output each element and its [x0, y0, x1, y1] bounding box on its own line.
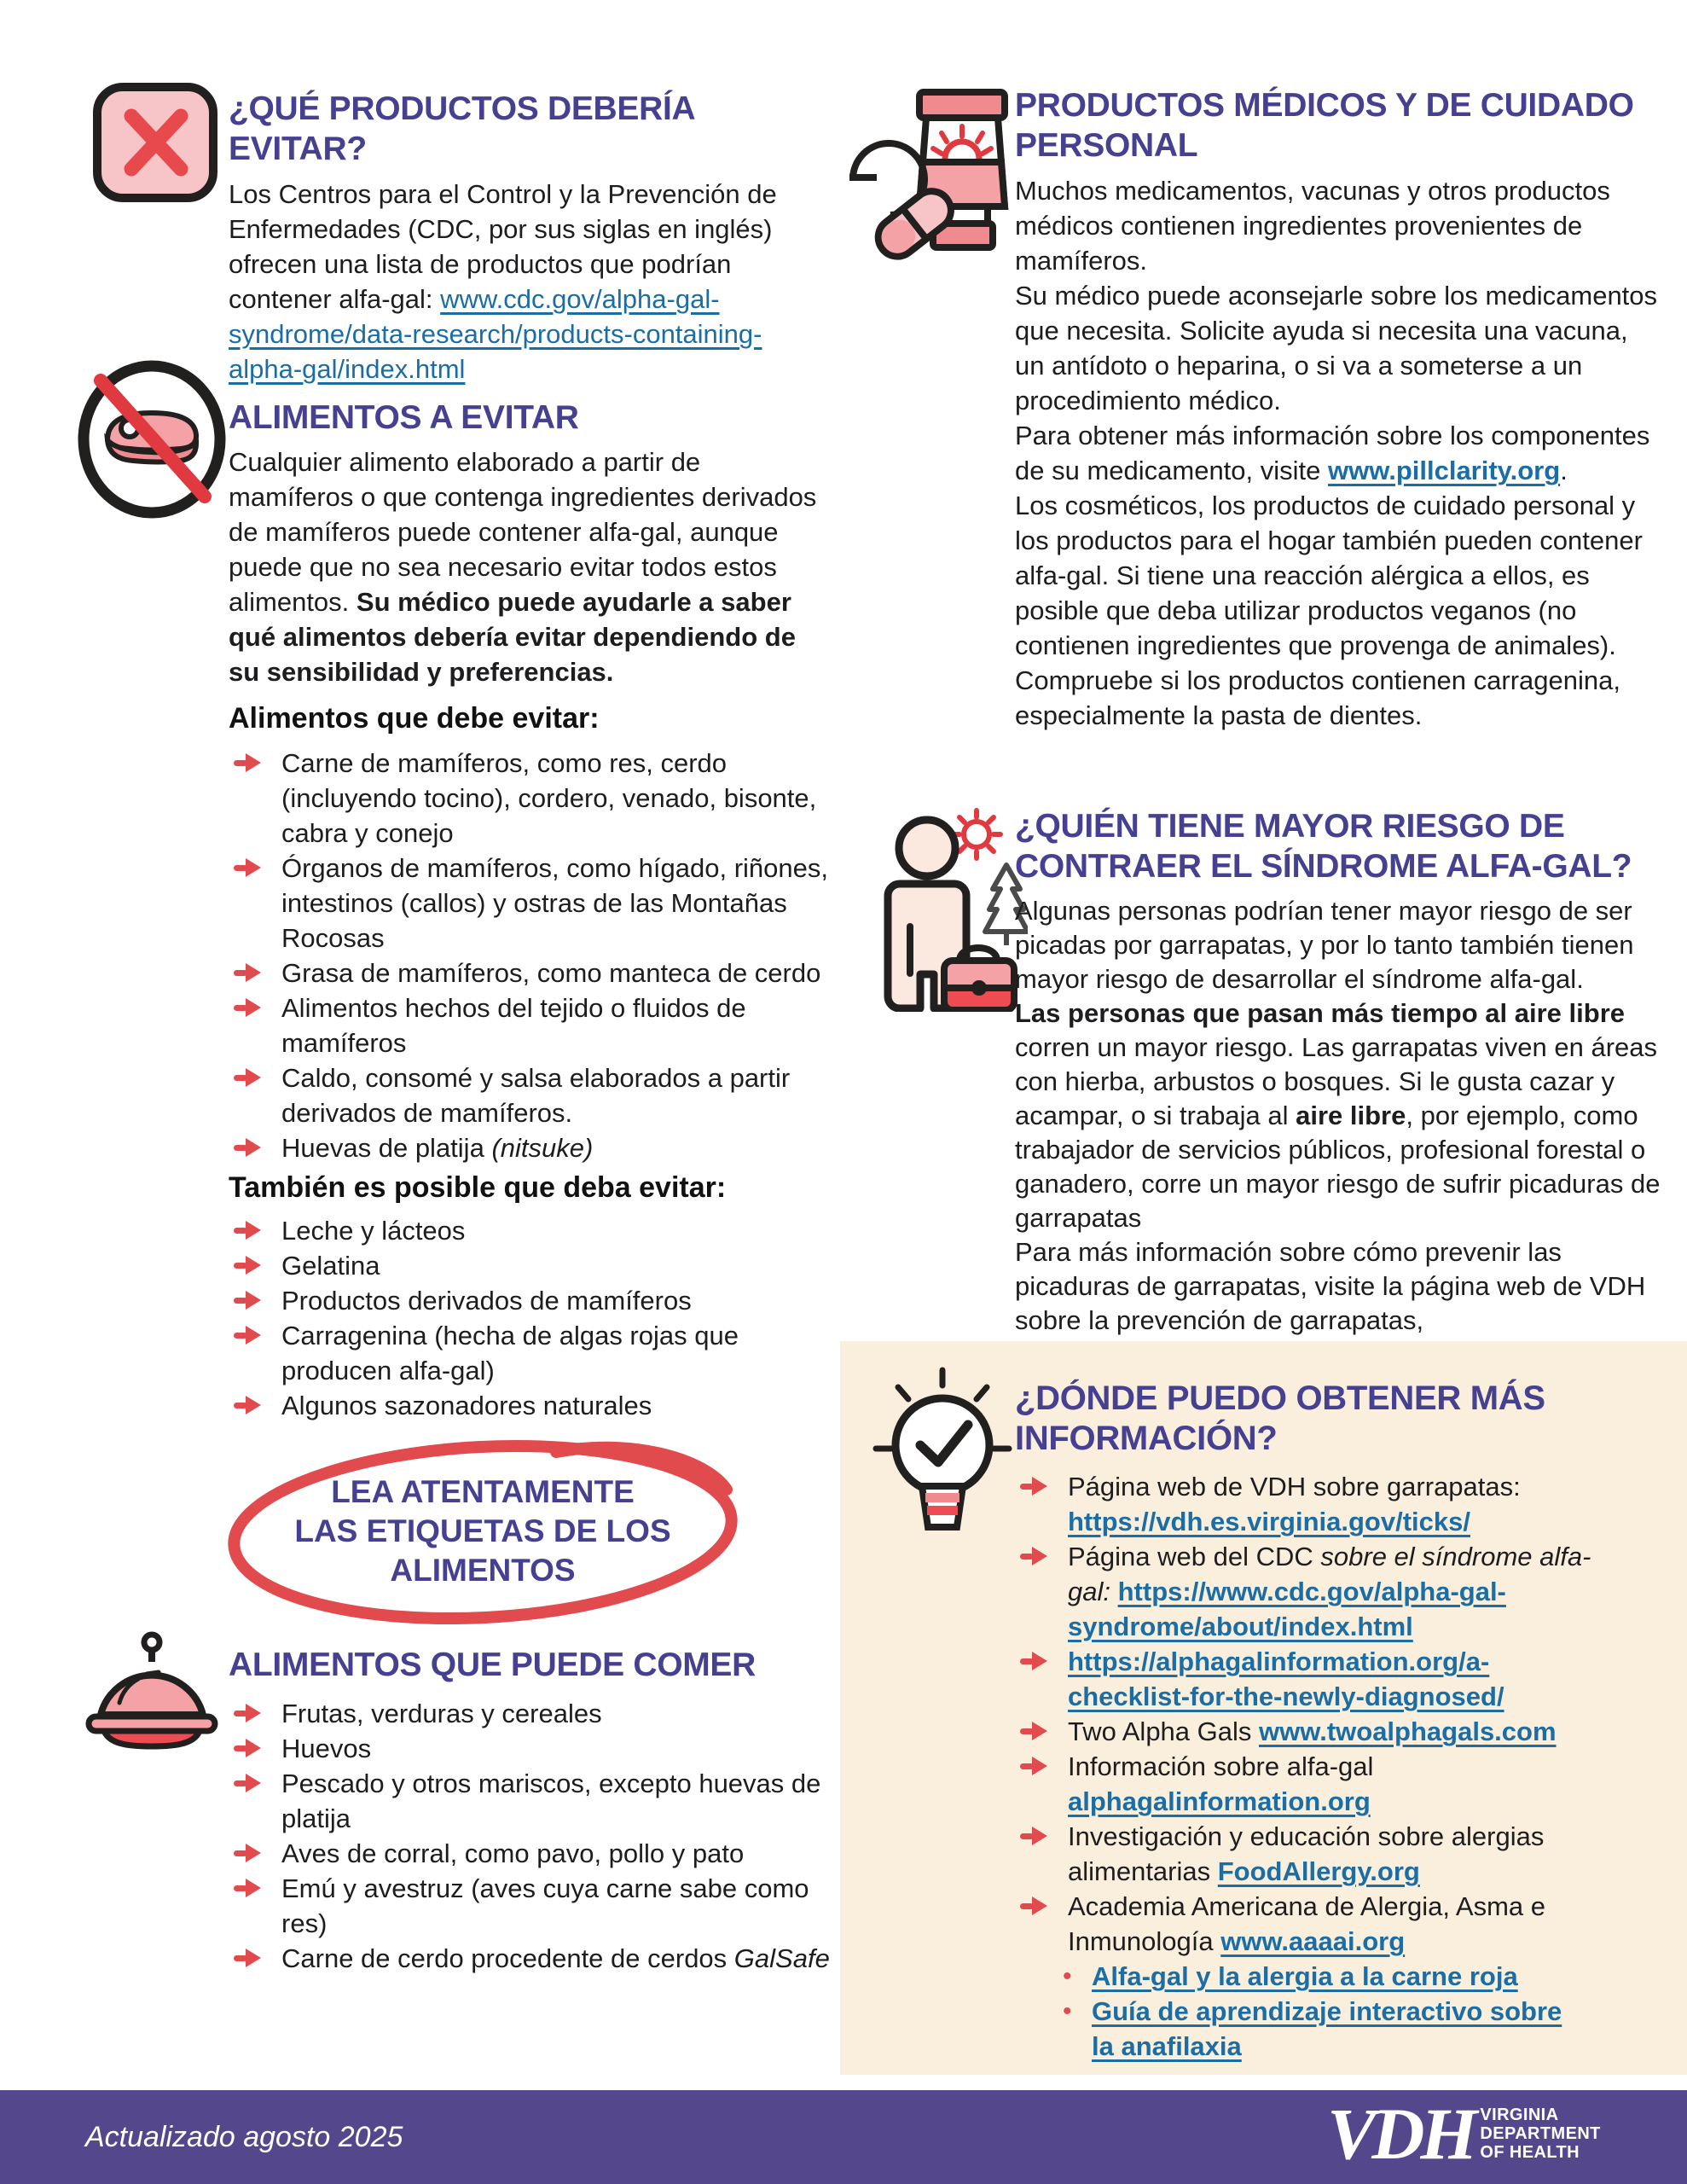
- list-item: Carne de mamíferos, como res, cerdo (incluyendo tocino), cordero, venado, bisonte, cabra y conejo: [229, 746, 839, 851]
- arrow-bullet-icon: [1020, 1757, 1051, 1775]
- must-avoid-list: [229, 746, 839, 1165]
- updated-date: Actualizado agosto 2025: [85, 2121, 403, 2153]
- arrow-bullet-icon: [234, 1221, 264, 1240]
- food-cloche-icon: [82, 1631, 222, 1751]
- list-item: Pescado y otros mariscos, excepto huevas de platija: [229, 1766, 839, 1836]
- list-item: Productos derivados de mamíferos: [229, 1283, 839, 1318]
- list-item: Emú y avestruz (aves cuya carne sabe como res): [229, 1871, 839, 1941]
- callout-line: ALIMENTOS: [390, 1553, 576, 1588]
- arrow-bullet-icon: [234, 1774, 264, 1792]
- risk-paragraph: Algunas personas podrían tener mayor riesgo de ser picadas por garrapatas, y por lo tanto también tienen mayor riesgo de desarrollar el síndrome alfa-gal.: [1015, 896, 1634, 994]
- link-item[interactable]: Página web de VDH sobre garrapatas: https://vdh.es.virginia.gov/ticks/: [1015, 1469, 1595, 1539]
- link-item[interactable]: Two Alpha Gals www.twoalphagals.com: [1015, 1714, 1595, 1749]
- risk-paragraph: Para más información sobre cómo prevenir las picaduras de garrapatas, visite la página web de VDH sobre la prevención de garrapatas,: [1015, 1237, 1646, 1335]
- foods-avoid-heading: ALIMENTOS A EVITAR: [229, 399, 579, 436]
- arrow-bullet-icon: [234, 1844, 264, 1862]
- avoid-products-paragraph[interactable]: Los Centros para el Control y la Prevención de Enfermedades (CDC, por sus siglas en inglés) ofrecen una lista de productos que podrían contener alfa-gal: www.cdc.gov/alpha-gal-syndrome/data-research/products-containing-alpha-gal/index.html: [229, 179, 777, 384]
- section-risk: [1015, 806, 1663, 1379]
- arrow-bullet-icon: [234, 1396, 264, 1414]
- arrow-bullet-icon: [234, 963, 264, 982]
- footer-bar: [0, 2090, 1687, 2184]
- avoid-products-heading: ¿QUÉ PRODUCTOS DEBERÍA EVITAR?: [229, 90, 694, 167]
- sublink-item[interactable]: • Guía de aprendizaje interactivo sobre la anafilaxia: [1052, 1994, 1590, 2064]
- arrow-bullet-icon: [234, 1704, 264, 1722]
- arrow-bullet-icon: [234, 1326, 264, 1345]
- arrow-bullet-icon: [234, 1068, 264, 1087]
- must-avoid-subheading: Alimentos que debe evitar:: [229, 702, 600, 735]
- list-item: Carragenina (hecha de algas rojas que producen alfa-gal): [229, 1318, 839, 1388]
- dot-bullet-icon: •: [1063, 1962, 1072, 1990]
- link-item[interactable]: Academia Americana de Alergia, Asma e Inmunología www.aaaai.org: [1015, 1889, 1595, 1959]
- x-mark-icon: [90, 80, 220, 205]
- arrow-bullet-icon: [234, 1138, 264, 1157]
- maybe-avoid-subheading: También es posible que deba evitar:: [229, 1171, 727, 1204]
- outdoor-person-icon: [849, 799, 1028, 1012]
- link-item[interactable]: Información sobre alfa-gal alphagalinformation.org: [1015, 1749, 1595, 1819]
- no-red-meat-icon: [75, 358, 229, 520]
- arrow-bullet-icon: [234, 1739, 264, 1757]
- vdh-logo-caption: VIRGINIA DEPARTMENT OF HEALTH: [1480, 2106, 1601, 2162]
- arrow-bullet-icon: [234, 1879, 264, 1897]
- can-eat-heading: ALIMENTOS QUE PUEDE COMER: [229, 1647, 757, 1683]
- section-medical-products: [1015, 85, 1660, 733]
- section-avoid-products: [229, 89, 826, 413]
- can-eat-list: [229, 1696, 839, 1976]
- medical-paragraph[interactable]: Para obtener más información sobre los componentes de su medicamento, visite www.pillclarity.org.: [1015, 421, 1650, 485]
- list-item: Carne de cerdo procedente de cerdos GalSafe: [229, 1941, 839, 1976]
- sublink-item[interactable]: • Alfa-gal y la alergia a la carne roja: [1052, 1959, 1590, 1994]
- arrow-bullet-icon: [1020, 1477, 1051, 1496]
- list-item: Alimentos hechos del tejido o fluidos de mamíferos: [229, 990, 839, 1060]
- arrow-bullet-icon: [234, 1291, 264, 1310]
- list-item: Frutas, verduras y cereales: [229, 1696, 839, 1731]
- arrow-bullet-icon: [234, 1949, 264, 1967]
- arrow-bullet-icon: [234, 753, 264, 772]
- link-item[interactable]: Investigación y educación sobre alergias alimentarias FoodAllergy.org: [1015, 1819, 1595, 1889]
- callout-line: LEA ATENTAMENTE: [331, 1474, 635, 1509]
- arrow-bullet-icon: [234, 858, 264, 877]
- list-item: Aves de corral, como pavo, pollo y pato: [229, 1836, 839, 1871]
- list-item: Leche y lácteos: [229, 1213, 839, 1248]
- maybe-avoid-list: [229, 1213, 839, 1423]
- read-labels-callout: [218, 1433, 747, 1624]
- arrow-bullet-icon: [234, 998, 264, 1017]
- info-link-list: [1015, 1469, 1595, 1959]
- risk-paragraph: Las personas que pasan más tiempo al aire libre corren un mayor riesgo. Las garrapatas viven en áreas con hierba, arbustos o bosques. Si le gusta cazar y acampar, o si trabaja al aire libre, por ejemplo, como trabajador de servicios públicos, profesional forestal o ganadero, corre un mayor riesgo de sufrir picaduras de garrapatas: [1015, 998, 1661, 1233]
- list-item: Órganos de mamíferos, como hígado, riñones, intestinos (callos) y ostras de las Montañas Rocosas: [229, 851, 839, 956]
- dot-bullet-icon: •: [1063, 1997, 1072, 2025]
- medical-paragraph: Los cosméticos, los productos de cuidado personal y los productos para el hogar también pueden contener alfa-gal. Si tiene una reacción alérgica a ellos, es posible que deba utilizar productos veganos (no contienen ingredientes que provenga de animales). Compruebe si los productos contienen carragenina, especialmente la pasta de dientes.: [1015, 491, 1643, 730]
- section-foods-avoid: [229, 398, 826, 716]
- medical-paragraph: Su médico puede aconsejarle sobre los medicamentos que necesita. Solicite ayuda si necesita una vacuna, un antídoto o heparina, o si va a someterse a un procedimiento médico.: [1015, 281, 1658, 415]
- list-item: Gelatina: [229, 1248, 839, 1283]
- list-item: Huevos: [229, 1731, 839, 1766]
- list-item: Grasa de mamíferos, como manteca de cerdo: [229, 956, 839, 990]
- arrow-bullet-icon: [1020, 1722, 1051, 1740]
- arrow-bullet-icon: [1020, 1896, 1051, 1915]
- link-item[interactable]: Página web del CDC sobre el síndrome alfa-gal: https://www.cdc.gov/alpha-gal-syndrome/about/index.html: [1015, 1539, 1595, 1644]
- list-item: Caldo, consomé y salsa elaborados a partir derivados de mamíferos.: [229, 1060, 839, 1130]
- vdh-logo-text: VDH: [1327, 2093, 1474, 2175]
- arrow-bullet-icon: [1020, 1652, 1051, 1670]
- sunscreen-pills-icon: [838, 77, 1020, 268]
- arrow-bullet-icon: [1020, 1547, 1051, 1565]
- lightbulb-check-icon: [857, 1363, 1028, 1538]
- list-item: Huevas de platija (nitsuke): [229, 1130, 839, 1165]
- arrow-bullet-icon: [1020, 1827, 1051, 1845]
- info-heading: ¿DÓNDE PUEDO OBTENER MÁS INFORMACIÓN?: [1015, 1380, 1545, 1457]
- list-item: Algunos sazonadores naturales: [229, 1388, 839, 1423]
- info-sublink-list: [1052, 1959, 1590, 2064]
- arrow-bullet-icon: [234, 1256, 264, 1275]
- vdh-logo: [1327, 2093, 1601, 2175]
- medical-heading: PRODUCTOS MÉDICOS Y DE CUIDADO PERSONAL: [1015, 87, 1634, 164]
- medical-paragraph: Muchos medicamentos, vacunas y otros productos médicos contienen ingredientes provenientes de mamíferos.: [1015, 176, 1610, 276]
- callout-line: LAS ETIQUETAS DE LOS: [294, 1513, 671, 1548]
- link-item[interactable]: https://alphagalinformation.org/a-checklist-for-the-newly-diagnosed/: [1015, 1644, 1595, 1714]
- risk-heading: ¿QUIÉN TIENE MAYOR RIESGO DE CONTRAER EL SÍNDROME ALFA-GAL?: [1015, 808, 1632, 885]
- section-more-info: [1015, 1379, 1665, 2064]
- foods-avoid-paragraph: Cualquier alimento elaborado a partir de mamíferos o que contenga ingredientes derivados de mamíferos puede contener alfa-gal, aunque puede que no sea necesario evitar todos estos alimentos. Su médico puede ayudarle a saber qué alimentos debería evitar dependiendo de su sensibilidad y preferencias.: [229, 447, 817, 687]
